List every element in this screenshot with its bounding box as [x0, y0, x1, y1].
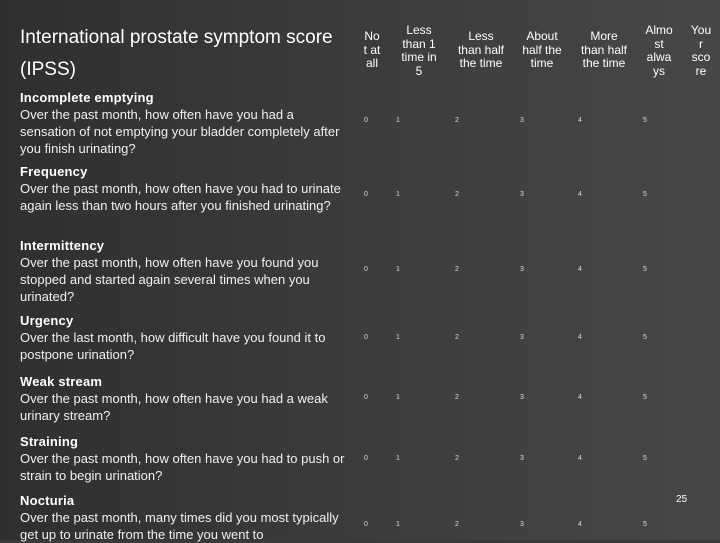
symptom-heading: Nocturia	[20, 493, 75, 508]
score-value: 2	[455, 521, 459, 528]
symptom-question: Over the last month, how difficult have you found it to postpone urination?	[20, 330, 326, 362]
score-value: 1	[396, 266, 400, 273]
score-value: 4	[578, 394, 582, 401]
symptom-heading: Urgency	[20, 313, 74, 328]
score-value: 3	[520, 334, 524, 341]
column-header: Less than 1 time in 5	[401, 23, 437, 78]
score-value: 0	[364, 117, 368, 124]
page-number: 25	[676, 494, 688, 505]
column-header: You r sco re	[690, 23, 712, 78]
score-value: 5	[643, 266, 647, 273]
column-header: Almo st alwa ys	[645, 23, 673, 78]
symptom-heading: Straining	[20, 434, 79, 449]
score-value: 5	[643, 455, 647, 462]
score-value: 2	[455, 394, 459, 401]
score-value: 5	[643, 117, 647, 124]
score-value: 1	[396, 191, 400, 198]
symptom-heading: Intermittency	[20, 238, 105, 253]
score-value: 4	[578, 266, 582, 273]
score-value: 1	[396, 521, 400, 528]
score-value: 3	[520, 191, 524, 198]
symptom-row	[20, 237, 350, 305]
column-header: About half the time	[522, 29, 562, 70]
score-value: 0	[364, 191, 368, 198]
score-value: 5	[643, 191, 647, 198]
symptom-question: Over the past month, how often have you found you stopped and started again several times when you urinated?	[20, 255, 319, 304]
score-value: 1	[396, 455, 400, 462]
score-value: 4	[578, 521, 582, 528]
score-value: 4	[578, 455, 582, 462]
symptom-question: Over the past month, how often have you had to push or strain to begin urination?	[20, 451, 345, 483]
score-value: 4	[578, 334, 582, 341]
score-value: 2	[455, 334, 459, 341]
score-value: 0	[364, 455, 368, 462]
score-value: 3	[520, 266, 524, 273]
symptom-row	[20, 373, 350, 424]
score-value: 1	[396, 117, 400, 124]
score-value: 3	[520, 117, 524, 124]
symptom-row	[20, 433, 350, 484]
score-value: 4	[578, 117, 582, 124]
score-value: 3	[520, 521, 524, 528]
score-value: 5	[643, 334, 647, 341]
score-value: 0	[364, 334, 368, 341]
score-value: 2	[455, 455, 459, 462]
symptom-row	[20, 163, 350, 214]
symptom-row	[20, 89, 350, 157]
column-header: No t at all	[363, 29, 381, 70]
symptom-heading: Incomplete emptying	[20, 90, 154, 105]
score-value: 0	[364, 521, 368, 528]
symptom-question: Over the past month, how often have you had a weak urinary stream?	[20, 391, 328, 423]
score-value: 2	[455, 191, 459, 198]
symptom-question: Over the past month, many times did you most typically get up to urinate from the time you went to	[20, 510, 339, 542]
symptom-question: Over the past month, how often have you had to urinate again less than two hours after you finished urinating?	[20, 181, 341, 213]
symptom-heading: Weak stream	[20, 374, 103, 389]
symptom-heading: Frequency	[20, 164, 88, 179]
symptom-question: Over the past month, how often have you had a sensation of not emptying your bladder completely after you finish urinating?	[20, 107, 340, 156]
score-value: 3	[520, 455, 524, 462]
symptom-row	[20, 492, 350, 543]
score-value: 5	[643, 394, 647, 401]
column-header: Less than half the time	[457, 29, 505, 70]
score-value: 2	[455, 266, 459, 273]
slide-title: International prostate symptom score (IPSS)	[20, 27, 333, 80]
score-value: 2	[455, 117, 459, 124]
score-value: 0	[364, 266, 368, 273]
symptom-row	[20, 312, 350, 363]
score-value: 0	[364, 394, 368, 401]
score-value: 3	[520, 394, 524, 401]
column-header: More than half the time	[580, 29, 628, 70]
score-value: 1	[396, 394, 400, 401]
score-value: 5	[643, 521, 647, 528]
score-value: 1	[396, 334, 400, 341]
score-value: 4	[578, 191, 582, 198]
